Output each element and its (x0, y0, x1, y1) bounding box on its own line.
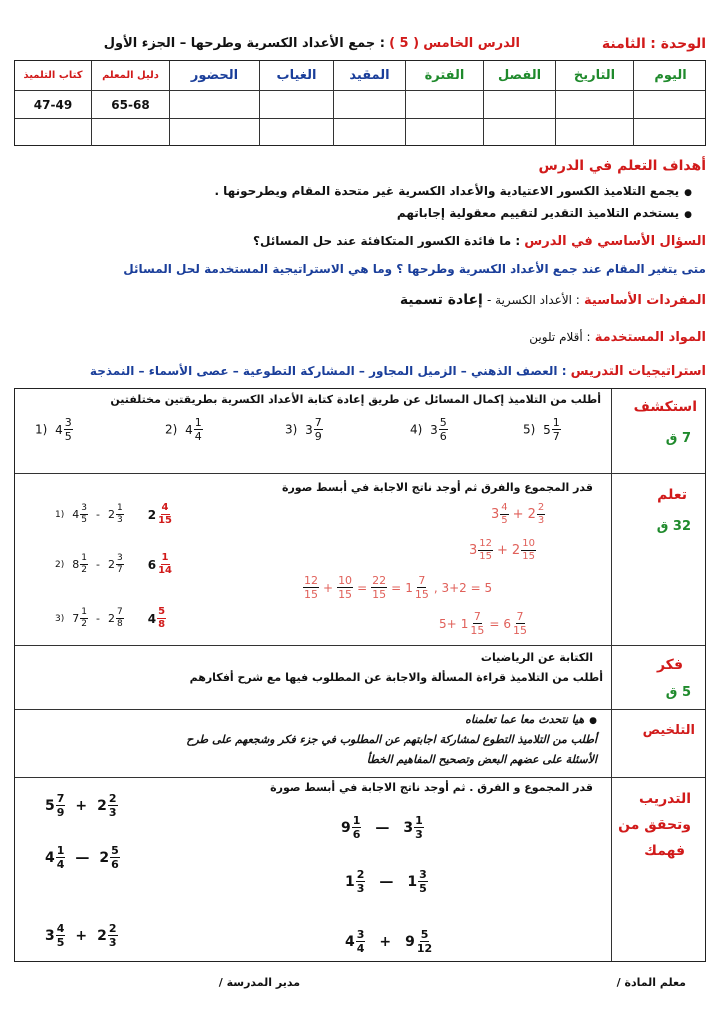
strategies-label: استراتيجيات التدريس (570, 364, 706, 379)
practice-right-3: 4 $\frac{3}{4}$ + 9 $\frac{5}{12}$ (345, 928, 433, 955)
basic-question-followup: متى يتغير المقام عند جمع الأعداد الكسرية وطرحها ؟ وما هي الاستراتيجية المستخدمة لحل المسائل (123, 262, 706, 276)
practice-instruction: قدر المجموع و الفرق . ثم أوجد ناتج الاجابة في أبسط صورة (270, 781, 593, 794)
lesson-label: الدرس الخامس (423, 36, 520, 51)
th-teacher-guide: دليل المعلم (91, 61, 169, 90)
th-date: التاريخ (555, 61, 633, 90)
summary-line-1: ● هيا نتحدث معا عما تعلمناه (465, 713, 597, 726)
footer-teacher: معلم المادة / (616, 976, 686, 989)
table-header-row (15, 61, 705, 91)
worked-line-2: 3 $\frac{12}{15}$ + 2 $\frac{10}{15}$ (469, 538, 535, 562)
lesson-procedure-box (14, 388, 706, 962)
teacher-guide-pages: 65-68 (91, 91, 169, 118)
unit-label: الوحدة : (650, 36, 706, 52)
table-row-2 (15, 119, 705, 146)
think-title: الكتابة عن الرياضيات (480, 651, 593, 664)
practice-right-2: 1 $\frac{2}{3}$ — 1 $\frac{3}{5}$ (345, 868, 427, 895)
think-instruction: أطلب من التلاميذ قراءة المسألة والاجابة عن المطلوب فيها مع شرح أفكارهم (189, 671, 603, 684)
practice-right-1: 9 $\frac{1}{6}$ — 3 $\frac{1}{3}$ (341, 814, 423, 841)
explore-instruction: أطلب من التلاميذ إكمال المسائل عن طريق إعادة كتابة الأعداد الكسرية بطريقتين مختلفتين (110, 393, 601, 406)
lesson-number: ( 5 ) (389, 36, 420, 51)
learn-problem-1: 1) 4 $\frac{3}{5}$ - 2 $\frac{1}{3}$ 2 $\frac{4}{15}$ (55, 502, 172, 526)
objective-2: ● يستخدم التلاميذ التقدير لتقييم معقولية إجاباتهم (397, 206, 692, 220)
practice-label-2: وتحقق من (618, 817, 691, 833)
learn-answer-1: 2 $\frac{4}{15}$ (147, 502, 172, 526)
practice-left-2: 4 $\frac{1}{4}$ — 2 $\frac{5}{6}$ (45, 844, 119, 871)
explore-label: استكشف (633, 399, 697, 415)
th-day: اليوم (633, 61, 707, 90)
practice-left-1: 5 $\frac{7}{9}$ + 2 $\frac{2}{3}$ (45, 792, 117, 819)
objective-1: ● يجمع التلاميذ الكسور الاعتيادية والأعداد الكسرية غير متحدة المقام ويطرحونها . (214, 184, 692, 198)
lesson-title: : جمع الأعداد الكسرية وطرحها – الجزء الأول (103, 36, 385, 51)
worked-line-4: 5+ 1 $\frac{7}{15}$ = 6 $\frac{7}{15}$ (439, 610, 528, 637)
explore-item-1: 1) 4 $\frac{3}{5}$ (35, 416, 72, 443)
learn-answer-2: 6 $\frac{1}{14}$ (147, 552, 172, 576)
explore-item-2: 2) 4 $\frac{1}{4}$ (165, 416, 202, 443)
explore-item-5: 5) 5 $\frac{1}{7}$ (523, 416, 560, 443)
learn-instruction: قدر المجموع والفرق ثم أوجد ناتج الاجابة في أبسط صورة (281, 481, 593, 494)
learn-label: تعلم (657, 487, 687, 503)
explore-item-4: 4) 3 $\frac{5}{6}$ (410, 416, 447, 443)
unit-value: الثامنة (601, 36, 646, 52)
footer-principal: مدير المدرسة / (218, 976, 300, 989)
summary-line-3: الأسئلة على عضهم البعض وتصحيح المفاهيم الخطأ (366, 753, 597, 766)
think-label: فكر (656, 657, 683, 673)
materials-text: : أقلام تلوين (529, 330, 591, 344)
th-student-book: كتاب التلميذ (23, 70, 83, 81)
th-absent: الغياب (259, 61, 333, 90)
practice-left-3: 3 $\frac{4}{5}$ + 2 $\frac{2}{3}$ (45, 922, 117, 949)
worked-line-1: 3 $\frac{4}{5}$ + 2 $\frac{2}{3}$ (491, 502, 545, 526)
vocabulary-text-2: إعادة تسمية (399, 292, 483, 308)
unit-line (602, 36, 706, 52)
vocabulary (400, 292, 706, 308)
think-time: 5 ق (665, 685, 691, 700)
learn-problem-3: 3) 7 $\frac{1}{2}$ - 2 $\frac{7}{8}$ 4 $\frac{5}{8}$ (55, 606, 166, 630)
th-class: الفصل (483, 61, 555, 90)
materials (529, 330, 706, 345)
lesson-line (104, 36, 520, 51)
basic-question-text: : ما فائدة الكسور المتكافئة عند حل المسائل؟ (253, 234, 521, 248)
learn-time: 32 ق (656, 519, 691, 534)
vocabulary-text-1: : الأعداد الكسرية - (487, 293, 580, 307)
objectives-title: أهداف التعلم في الدرس (538, 158, 706, 174)
learn-answer-3: 4 $\frac{5}{8}$ (147, 606, 166, 630)
th-present: الحضور (169, 61, 259, 90)
materials-label: المواد المستخدمة (594, 330, 706, 345)
strategies-text: : العصف الذهني – الزميل المجاور – المشاركة التطوعية – عصى الأسماء – النمذجة (89, 364, 567, 378)
student-book-pages: 47-49 (33, 97, 73, 112)
basic-question (253, 234, 706, 249)
worked-line-3: $\frac{12}{15}$ + $\frac{10}{15}$ = $\frac{22}{15}$ = 1 $\frac{7}{15}$ , 3+2 = 5 (304, 574, 493, 601)
summary-line-2: أطلب من التلاميذ التطوع لمشاركة اجابتهم عن المطلوب في جزء فكر وشجعهم على طرح (186, 733, 597, 746)
th-period: الفترة (405, 61, 483, 90)
explore-item-3: 3) 3 $\frac{7}{9}$ (285, 416, 322, 443)
table-row-1 (15, 91, 705, 119)
vocabulary-label: المفردات الأساسية (584, 293, 706, 308)
basic-question-label: السؤال الأساسي في الدرس (524, 234, 706, 249)
th-enrolled: المقيد (333, 61, 405, 90)
summary-label: التلخيص (642, 723, 695, 738)
practice-label-3: فهمك (644, 843, 685, 859)
learn-problem-2: 2) 8 $\frac{1}{2}$ - 2 $\frac{3}{7}$ 6 $\frac{1}{14}$ (55, 552, 172, 576)
practice-label-1: التدريب (639, 791, 691, 807)
lesson-info-table (14, 60, 706, 146)
strategies (90, 364, 706, 379)
explore-time: 7 ق (665, 431, 691, 446)
